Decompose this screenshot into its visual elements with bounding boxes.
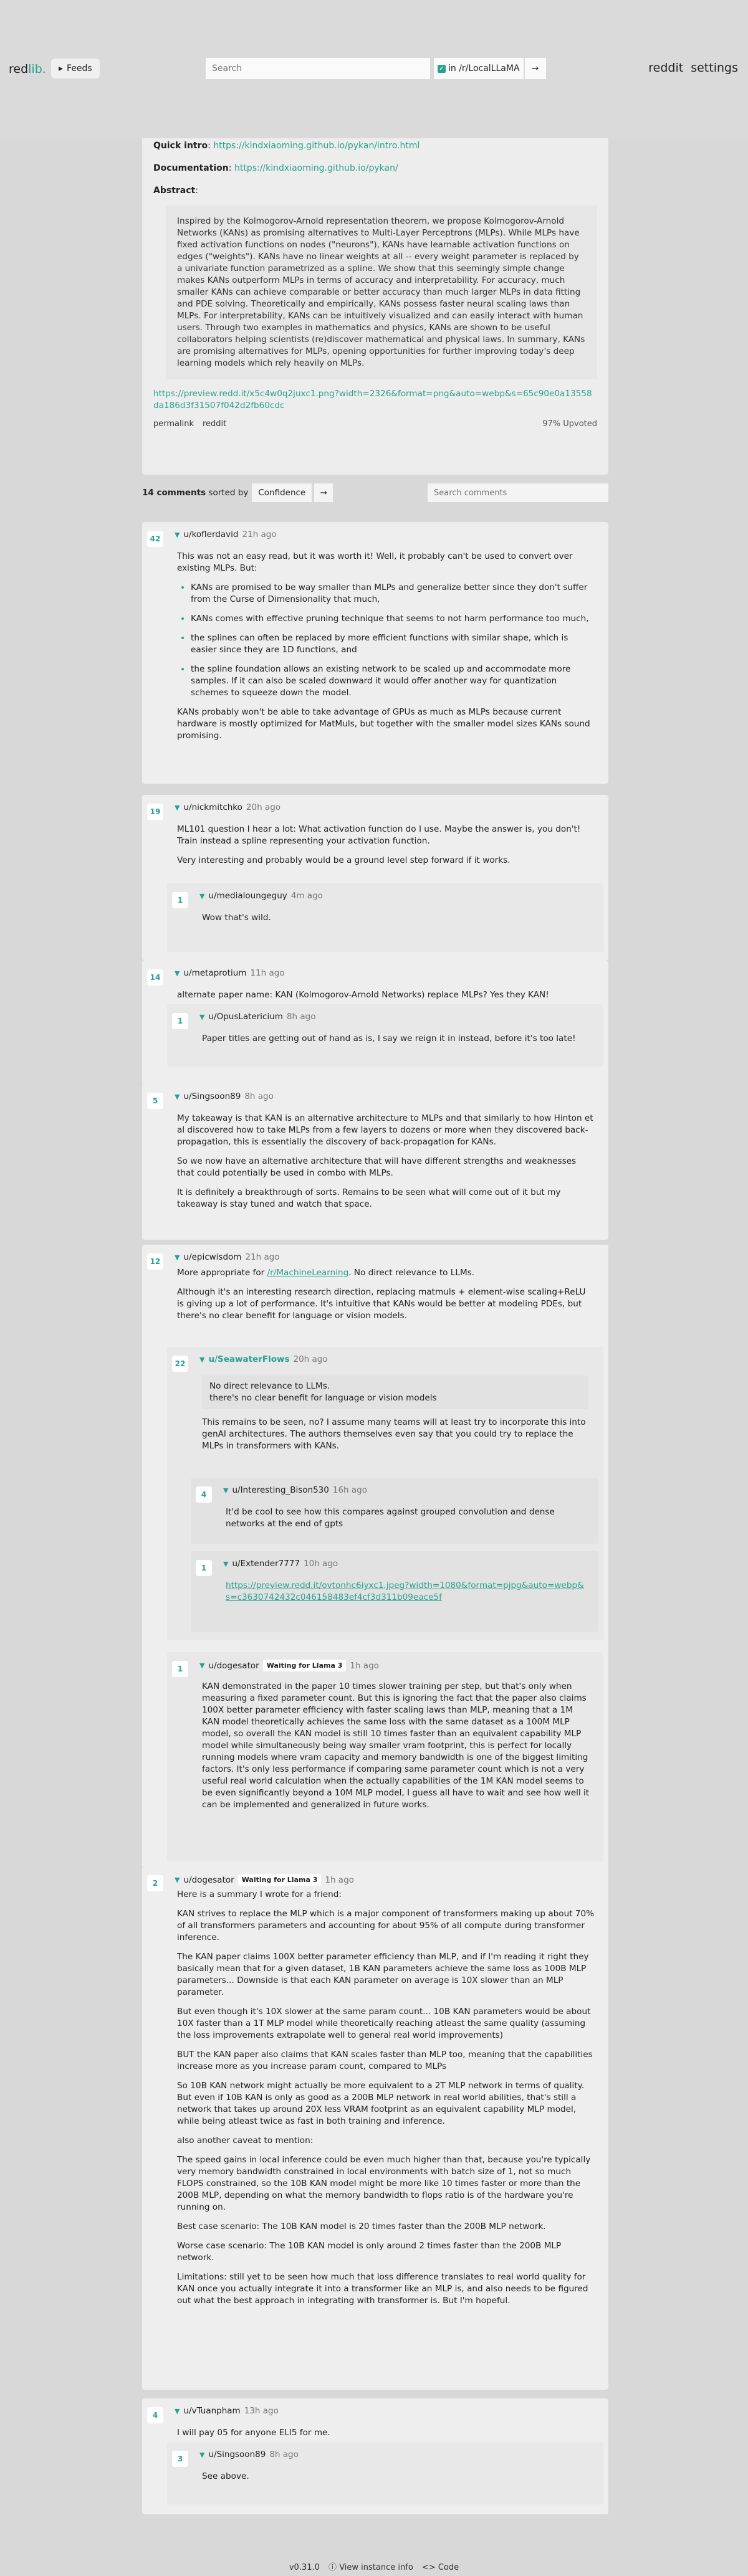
comment-header bbox=[175, 968, 285, 978]
sorted-by-label: sorted by bbox=[208, 488, 249, 498]
comment-paragraph: It is definitely a breakthrough of sorts. Remains to be seen what will come out of it but my takeaway is stay tuned and watch that space. bbox=[177, 1187, 561, 1209]
collapse-triangle-icon[interactable]: ▼ bbox=[175, 1253, 180, 1262]
comment-paragraph: My takeaway is that KAN is an alternative architecture to MLPs and that similarly to how Hinton et al discovered how to take MLPs from a few layers to dozens or more when they discovered back-propagation, this is essentially the discovery of back-propagation for KANs. bbox=[177, 1113, 593, 1147]
comment-age: 1h ago bbox=[325, 1875, 354, 1885]
comment-author[interactable]: u/metaprotium bbox=[183, 968, 247, 978]
comment-paragraph: See above. bbox=[202, 2471, 249, 2481]
brand-red: red bbox=[9, 62, 29, 76]
comment-header bbox=[175, 1252, 280, 1262]
comment-author[interactable]: u/nickmitchko bbox=[183, 802, 242, 812]
list-item: • KANs comes with effective pruning technique that seems to not harm performance too much, bbox=[191, 613, 595, 625]
comment-author[interactable]: u/medialoungeguy bbox=[208, 891, 287, 901]
comment-author[interactable]: u/Singsoon89 bbox=[208, 2450, 266, 2460]
comment-paragraph: It'd be cool to see how this compares against grouped convolution and dense networks at the end of gpts bbox=[226, 1507, 555, 1529]
post-actions bbox=[153, 419, 226, 429]
intro-line: Quick intro: https://kindxiaoming.github.io/pykan/intro.html bbox=[153, 141, 420, 151]
score-badge: 4 bbox=[147, 2407, 163, 2423]
comment-sort-bar bbox=[142, 483, 608, 502]
comment-paragraph: KAN demonstrated in the paper 10 times slower training per step, but that's only when measuring a fixed parameter count. But this is ignoring the fact that the paper also claims 100X better parameter efficiency with faster scaling laws than MLP, meaning that a 1M KAN model theoretically achieves the same loss with the same dataset as a 100M MLP model, so overall the KAN model is still 10 times faster than an equivalent capability MLP model while simultaneously being way smaller vram footprint, this is perfect for locally running models where vram capacity and memory bandwidth is one of the biggest limiting factors. It's only less performance if comparing same parameter count which is not a very useful real world calculation when the actually capabilities of the 1M KAN model seems to be even significantly beyond a 10M MLP model, I guess all have to wait and see how well it can be implemented and generalized in future works. bbox=[202, 1681, 590, 1810]
score-badge: 42 bbox=[147, 531, 163, 547]
comment-paragraph: The KAN paper claims 100X better parameter efficiency than MLP, and if I'm reading it right they basically mean that for a given dataset, 1B KAN parameters achieve the same loss as 100B MLP parameters... Downside is that each KAN parameter on average is 10X slower than an MLP parameter. bbox=[177, 1952, 589, 1997]
brand-logo[interactable] bbox=[9, 62, 46, 76]
collapse-triangle-icon[interactable]: ▼ bbox=[199, 1012, 205, 1021]
comment bbox=[142, 522, 608, 784]
comment-age: 21h ago bbox=[245, 1252, 280, 1262]
doc-line: Documentation: https://kindxiaoming.github.io/pykan/ bbox=[153, 163, 398, 173]
comment-age: 1h ago bbox=[350, 1660, 379, 1671]
nav-links bbox=[648, 61, 738, 75]
collapse-triangle-icon[interactable]: ▼ bbox=[175, 1876, 180, 1884]
comment-paragraph: This was not an easy read, but it was worth it! Well, it probably can't be used to convert over existing MLPs. But: bbox=[177, 551, 573, 573]
comment-paragraph: So 10B KAN network might actually be more equivalent to a 2T MLP network in terms of quality. But even if 10B KAN is only as good as a 200B MLP network in real world abilities, that's still a network that takes up around 20X less VRAM footprint as an equivalent capability MLP model, while being atleast twice as fast in both training and inference. bbox=[177, 2081, 585, 2126]
comment-paragraph: Best case scenario: The 10B KAN model is 20 times faster than the 200B MLP network. bbox=[177, 2222, 546, 2231]
comment-body bbox=[177, 824, 595, 874]
comment-age: 20h ago bbox=[246, 802, 281, 812]
preview-url[interactable]: https://preview.redd.it/x5c4w0q2juxc1.png?width=2326&format=png&auto=webp&s=65c90e0a13558da186d3f31507f042d2fb60cdc bbox=[153, 389, 592, 411]
instance-info-link[interactable]: View instance info bbox=[339, 2563, 413, 2572]
blockquote bbox=[202, 1376, 588, 1409]
abstract-label: Abstract: bbox=[153, 186, 198, 196]
comment-header bbox=[175, 802, 280, 812]
search-input[interactable] bbox=[206, 58, 430, 79]
comment-header bbox=[199, 1660, 379, 1671]
collapse-triangle-icon[interactable]: ▼ bbox=[223, 1486, 229, 1495]
collapse-triangle-icon[interactable]: ▼ bbox=[175, 803, 180, 812]
comment-paragraph: Worse case scenario: The 10B KAN model is only around 2 times faster than the 200B MLP network. bbox=[177, 2241, 562, 2263]
sort-select[interactable]: Confidence bbox=[252, 483, 312, 502]
score-badge: 19 bbox=[147, 804, 163, 820]
comment-paragraph: ML101 question I hear a lot: What activation function do I use. Maybe the answer is, you don't! Train instead a spline representing your activation function. bbox=[177, 824, 581, 846]
comment-reply bbox=[167, 1004, 603, 1067]
collapse-triangle-icon[interactable]: ▼ bbox=[175, 530, 180, 539]
comment-age: 21h ago bbox=[242, 530, 277, 539]
comment-author[interactable]: u/epicwisdom bbox=[183, 1252, 242, 1262]
comment-body bbox=[202, 1681, 592, 1818]
comment-author[interactable]: u/dogesator bbox=[183, 1875, 234, 1885]
feeds-button[interactable] bbox=[51, 59, 100, 78]
comment-header bbox=[175, 2406, 279, 2416]
collapse-triangle-icon[interactable]: ▼ bbox=[223, 1559, 229, 1568]
info-icon: ⓘ bbox=[328, 2563, 337, 2572]
comment-age: 10h ago bbox=[304, 1559, 338, 1569]
collapse-triangle-icon[interactable]: ▼ bbox=[199, 891, 205, 900]
comment-age: 4m ago bbox=[290, 891, 323, 901]
collapse-triangle-icon[interactable]: ▼ bbox=[175, 969, 180, 977]
comment-header bbox=[175, 1091, 274, 1101]
abstract-quote: Inspired by the Kolmogorov-Arnold representation theorem, we propose Kolmogorov-Arnold Networks (KANs) as promising alternatives to Multi-Layer Perceptrons (MLPs). While MLPs have fixed activation functions on nodes ("neurons"), KANs have learnable activation functions on edges ("weights"). KANs have no linear weights at all -- every weight parameter is replaced by a univariate function parametrized as a spline. We show that this seemingly simple change makes KANs outperform MLPs in terms of accuracy and interpretability. For accuracy, much smaller KANs can achieve comparable or better accuracy than much larger MLPs in data fitting and PDE solving. Theoretically and empirically, KANs possess faster neural scaling laws than MLPs. For interpretability, KANs can be intuitively visualized and can easily interact with human users. Through two examples in mathematics and physics, KANs are shown to be useful collaborators helping scientists (re)discover mathematical and physical laws. In summary, KANs are promising alternatives for MLPs, opening opportunities for further improving today's deep learning models which rely heavily on MLPs. bbox=[166, 206, 597, 379]
comment-paragraph: This remains to be seen, no? I assume many teams will at least try to incorporate this into genAI architectures. The authors themselves even say that you could try to replace the MLPs in transformers with KANs. bbox=[202, 1417, 586, 1451]
comment-reply bbox=[191, 1478, 598, 1544]
comment-author[interactable]: u/OpusLatericium bbox=[208, 1012, 283, 1022]
comment-age: 8h ago bbox=[286, 1012, 316, 1022]
comment-age: 11h ago bbox=[250, 968, 285, 978]
comment-header bbox=[199, 2450, 299, 2460]
comment-reply bbox=[167, 1652, 603, 1861]
comment-author[interactable]: u/dogesator bbox=[208, 1660, 259, 1671]
score-badge: 22 bbox=[172, 1356, 188, 1372]
code-link[interactable]: <> Code bbox=[421, 2563, 459, 2572]
comment-paragraph: But even though it's 10X slower at the same param count... 10B KAN parameters would be about 10X faster than a 1T MLP model while theoretically reaching atleast the same quality (assuming the loss improvements extrapolate well to general real world improvements) bbox=[177, 2007, 591, 2040]
upvote-ratio: 97% Upvoted bbox=[542, 419, 597, 429]
comment-paragraph: BUT the KAN paper also claims that KAN scales faster than MLP too, meaning that the capabilities increase more as you increase param count, compared to MLPs bbox=[177, 2050, 593, 2071]
score-badge: 5 bbox=[147, 1093, 163, 1109]
comment-reply bbox=[167, 2442, 603, 2504]
list-item: • KANs are promised to be way smaller than MLPs and generalize better since they don't suffer from the Curse of Dimensionality that much, bbox=[191, 582, 595, 606]
comment-paragraph: Very interesting and probably would be a ground level step forward if it works. bbox=[177, 855, 511, 865]
comment bbox=[142, 1084, 608, 1240]
comment-author[interactable]: u/Singsoon89 bbox=[183, 1091, 241, 1101]
intro-link[interactable]: https://kindxiaoming.github.io/pykan/intro.html bbox=[213, 141, 420, 151]
comment bbox=[142, 1866, 608, 2390]
quote-line: No direct relevance to LLMs. bbox=[209, 1381, 330, 1391]
comment-reply bbox=[167, 883, 603, 952]
comment-header bbox=[175, 1874, 354, 1886]
search-submit-button[interactable] bbox=[525, 58, 546, 79]
comment-body bbox=[177, 1113, 595, 1218]
preview-link[interactable] bbox=[153, 388, 597, 412]
post-footer bbox=[153, 419, 597, 429]
quote-line: there's no clear benefit for language or vision models bbox=[209, 1393, 437, 1403]
score-badge: 4 bbox=[196, 1486, 212, 1503]
comment-author[interactable]: u/Extender7777 bbox=[232, 1559, 300, 1569]
doc-link[interactable]: https://kindxiaoming.github.io/pykan/ bbox=[234, 163, 398, 173]
collapse-triangle-icon[interactable]: ▼ bbox=[199, 1355, 205, 1364]
permalink-link[interactable]: permalink bbox=[153, 419, 194, 429]
search-form bbox=[206, 57, 546, 80]
collapse-triangle-icon[interactable]: ▼ bbox=[175, 1092, 180, 1101]
comment-body bbox=[202, 1033, 588, 1052]
page-footer bbox=[0, 2560, 748, 2572]
brand-lib: lib. bbox=[28, 62, 46, 76]
score-badge: 12 bbox=[147, 1253, 163, 1270]
comment-paragraph: Limitations: still yet to be seen how much that loss difference translates to real world quality for KAN once you actually integrate it into a transformer like an MLP is, and also needs to be figured out what the best approach in integrating with transformer is. But I'm hopeful. bbox=[177, 2272, 588, 2306]
user-flair: Waiting for Llama 3 bbox=[238, 1874, 322, 1886]
comment-author[interactable]: u/vTuanpham bbox=[183, 2406, 241, 2416]
comment-paragraph: KAN strives to replace the MLP which is a major component of transformers making up about 70% of all transformers parameters and accounting for about 95% of all compute during transformer inference. bbox=[177, 1909, 595, 1942]
comment-paragraph: I will pay 05 for anyone ELI5 for me. bbox=[177, 2428, 330, 2438]
comment-body bbox=[177, 1889, 595, 2314]
comment-header bbox=[199, 1354, 328, 1364]
list-item: • the splines can often be replaced by more efficient functions with similar shape, which is easier since they are 1D functions, and bbox=[191, 632, 595, 656]
reddit-post-link[interactable]: reddit bbox=[203, 419, 227, 429]
feeds-arrow-icon: ▸ bbox=[59, 64, 64, 74]
comment-age: 8h ago bbox=[269, 2450, 299, 2460]
comment-search-input[interactable] bbox=[428, 483, 608, 502]
comment-header bbox=[223, 1485, 367, 1495]
score-badge: 1 bbox=[172, 1013, 188, 1029]
settings-link[interactable]: settings bbox=[691, 61, 738, 75]
comment-age: 16h ago bbox=[332, 1485, 367, 1495]
doc-label: Documentation bbox=[153, 163, 229, 173]
comment-body bbox=[177, 551, 595, 749]
score-badge: 1 bbox=[172, 892, 188, 908]
comment-paragraph: The speed gains in local inference could be even much higher than that, because you're typically very memory bandwidth constrained in local environments with batch size of 1, not so much FLOPS constrained, so the 10B KAN model might be more like 10 times faster or more than the 200B MLP, depending on what the memory bandwidth to flops ratio is of the hardware you're running on. bbox=[177, 2155, 591, 2212]
subreddit-scope-checkbox[interactable] bbox=[434, 58, 524, 79]
score-badge: 1 bbox=[196, 1560, 212, 1576]
collapse-triangle-icon[interactable]: ▼ bbox=[199, 1661, 205, 1670]
arrow-right-icon: → bbox=[320, 488, 327, 498]
comment-paragraph: Paper titles are getting out of hand as is, I say we reign it in instead, before it's too late! bbox=[202, 1034, 576, 1043]
reddit-link[interactable]: reddit bbox=[648, 61, 684, 75]
scope-label: in /r/LocalLLaMA bbox=[448, 64, 520, 74]
comment-paragraph bbox=[177, 1267, 595, 1279]
comment-header bbox=[199, 891, 323, 901]
comment-reply bbox=[191, 1551, 598, 1632]
comment-body bbox=[202, 1376, 588, 1460]
checkbox-checked-icon: ✓ bbox=[438, 65, 446, 73]
comment-body bbox=[202, 912, 588, 931]
comment-paragraph: also another caveat to mention: bbox=[177, 2136, 314, 2146]
comment-body bbox=[177, 1267, 595, 1329]
comment-paragraph: Wow that's wild. bbox=[202, 913, 271, 923]
comment-header bbox=[199, 1012, 315, 1022]
comment-count: 14 comments bbox=[142, 488, 206, 498]
subreddit-link[interactable]: /r/MachineLearning bbox=[267, 1268, 349, 1278]
comment-author[interactable]: u/SeawaterFlows bbox=[208, 1354, 290, 1364]
top-navbar bbox=[0, 0, 748, 138]
text-span: More appropriate for bbox=[177, 1268, 267, 1278]
comment-list bbox=[177, 582, 595, 699]
comment-paragraph: Although it's an interesting research direction, replacing matmuls + element-wise scaling+ReLU is giving up a lot of performance. It's intuitive that KANs would be better at modeling PDEs, but there's no clear benefit for language or vision models. bbox=[177, 1287, 586, 1321]
comment-body bbox=[202, 2471, 588, 2490]
comment-paragraph: So we now have an alternative architecture that will have different strengths and weaknesses that could potentially be used in combo with MLPs. bbox=[177, 1156, 577, 1178]
arrow-right-icon: → bbox=[531, 64, 539, 74]
image-link[interactable]: https://preview.redd.it/ovtonhc6iyxc1.jpeg?width=1080&format=pjpg&auto=webp&s=c3630742432c046158483ef4cf3d311b09eace5f bbox=[226, 1580, 584, 1602]
score-badge: 1 bbox=[172, 1661, 188, 1677]
collapse-triangle-icon[interactable]: ▼ bbox=[199, 2450, 205, 2459]
comment-author[interactable]: u/Interesting_Bison530 bbox=[232, 1485, 329, 1495]
sort-submit-button[interactable] bbox=[314, 483, 333, 502]
collapse-triangle-icon[interactable]: ▼ bbox=[175, 2407, 180, 2415]
comment-paragraph: alternate paper name: KAN (Kolmogorov-Arnold Networks) replace MLPs? Yes they KAN! bbox=[177, 990, 549, 1000]
score-badge: 14 bbox=[147, 969, 163, 986]
comment-author[interactable]: u/koflerdavid bbox=[183, 530, 239, 539]
score-badge: 2 bbox=[147, 1875, 163, 1891]
comment-header bbox=[175, 530, 277, 539]
comment-age: 20h ago bbox=[293, 1354, 328, 1364]
comment-header bbox=[223, 1559, 338, 1569]
intro-label: Quick intro bbox=[153, 141, 208, 151]
abstract-label-text: Abstract bbox=[153, 186, 196, 196]
comment-age: 13h ago bbox=[244, 2406, 279, 2416]
text-span: . No direct relevance to LLMs. bbox=[348, 1268, 475, 1278]
score-badge: 3 bbox=[172, 2451, 188, 2467]
comment-body bbox=[226, 1580, 587, 1604]
user-flair: Waiting for Llama 3 bbox=[263, 1660, 347, 1671]
comment-paragraph: Here is a summary I wrote for a friend: bbox=[177, 1889, 342, 1899]
list-item: • the spline foundation allows an existing network to be scaled up and accommodate more samples. If it can also be scaled downward it would offer another way for quantization schemes to squeeze down the model. bbox=[191, 663, 595, 699]
comment-paragraph: KANs probably won't be able to take advantage of GPUs as much as MLPs because current hardware is mostly optimized for MatMuls, but together with the smaller model sizes KANs sound promising. bbox=[177, 707, 590, 741]
comment-body bbox=[226, 1506, 587, 1538]
feeds-label: Feeds bbox=[67, 64, 92, 74]
comment-age: 8h ago bbox=[244, 1091, 274, 1101]
version-label: v0.31.0 bbox=[289, 2563, 320, 2572]
